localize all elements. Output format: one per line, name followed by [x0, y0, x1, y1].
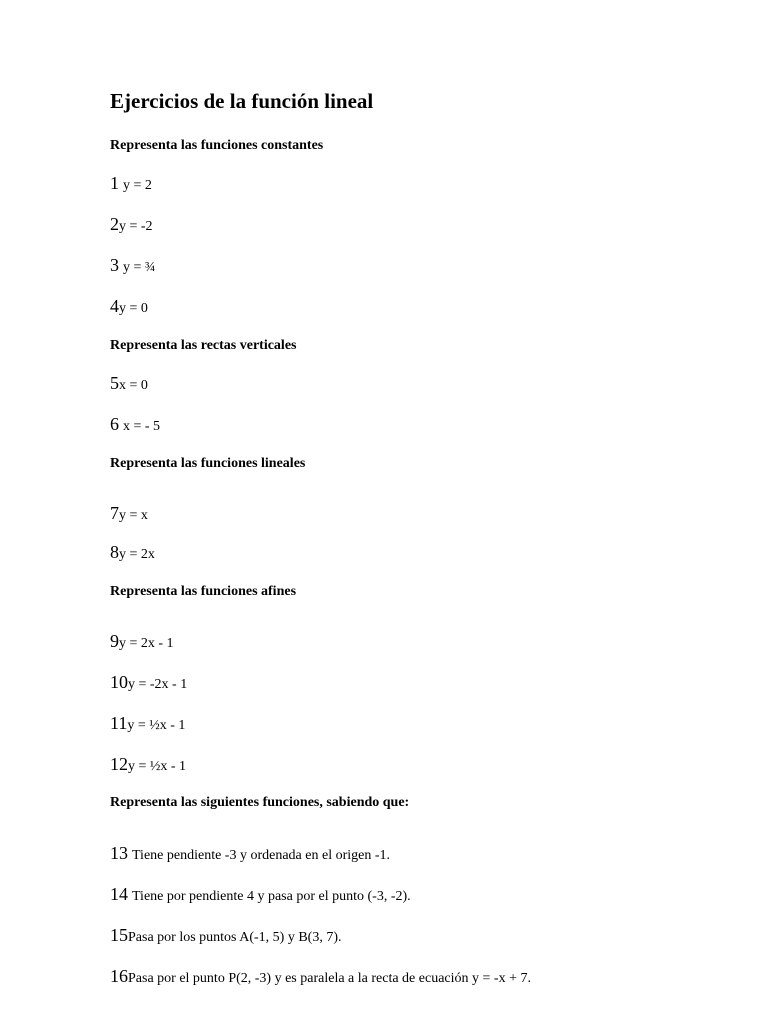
exercise-number: 13	[110, 843, 128, 863]
section-heading-afines: Representa las funciones afines	[110, 584, 297, 599]
section-heading-siguientes: Representa las siguientes funciones, sabiendo que:	[110, 795, 410, 810]
exercise-5	[110, 374, 148, 393]
exercise-16	[110, 967, 531, 986]
exercise-8	[110, 543, 155, 562]
exercise-number: 9	[110, 631, 119, 651]
page-title: Ejercicios de la función lineal	[110, 89, 374, 113]
exercise-number: 5	[110, 373, 119, 393]
exercise-number: 10	[110, 672, 128, 692]
exercise-number: 3	[110, 255, 119, 275]
exercise-15	[110, 926, 342, 945]
section-heading-lineales: Representa las funciones lineales	[110, 456, 306, 471]
exercise-text: x = - 5	[123, 419, 161, 434]
exercise-7	[110, 504, 148, 523]
exercise-11	[110, 714, 185, 733]
exercise-4	[110, 297, 148, 316]
exercise-text: Tiene pendiente -3 y ordenada en el origen -1.	[132, 848, 391, 863]
exercise-number: 8	[110, 542, 119, 562]
exercise-12	[110, 755, 186, 774]
exercise-text: Tiene por pendiente 4 y pasa por el punto (-3, -2).	[132, 889, 411, 904]
exercise-text: x = 0	[119, 378, 148, 393]
exercise-13	[110, 844, 390, 863]
exercise-text: y = 2x	[119, 547, 155, 562]
exercise-number: 12	[110, 754, 128, 774]
exercise-1	[110, 174, 152, 193]
exercise-number: 2	[110, 214, 119, 234]
exercise-text: y = x	[119, 508, 148, 523]
exercise-text: y = 2	[123, 178, 152, 193]
exercise-number: 1	[110, 173, 119, 193]
exercise-text: y = -2x - 1	[128, 677, 188, 692]
exercise-10	[110, 673, 187, 692]
exercise-2	[110, 215, 153, 234]
section-heading-constantes: Representa las funciones constantes	[110, 138, 324, 153]
exercise-text: y = 0	[119, 301, 148, 316]
exercise-number: 16	[110, 966, 128, 986]
exercise-3	[110, 256, 155, 275]
exercise-number: 11	[110, 713, 128, 733]
exercise-number: 15	[110, 925, 128, 945]
exercise-text: Pasa por los puntos A(-1, 5) y B(3, 7).	[128, 930, 342, 945]
exercise-6	[110, 415, 160, 434]
exercise-text: y = 2x - 1	[119, 636, 174, 651]
exercise-number: 4	[110, 296, 119, 316]
exercise-text: Pasa por el punto P(2, -3) y es paralela a la recta de ecuación y = -x + 7.	[128, 971, 531, 986]
section-heading-verticales: Representa las rectas verticales	[110, 338, 297, 353]
exercise-14	[110, 885, 411, 904]
exercise-number: 6	[110, 414, 119, 434]
exercise-number: 7	[110, 503, 119, 523]
exercise-9	[110, 632, 174, 651]
exercise-text: y = ½x - 1	[127, 718, 186, 733]
exercise-number: 14	[110, 884, 128, 904]
exercise-text: y = ¾	[123, 260, 156, 275]
exercise-text: y = ½x - 1	[128, 759, 187, 774]
exercise-text: y = -2	[119, 219, 153, 234]
